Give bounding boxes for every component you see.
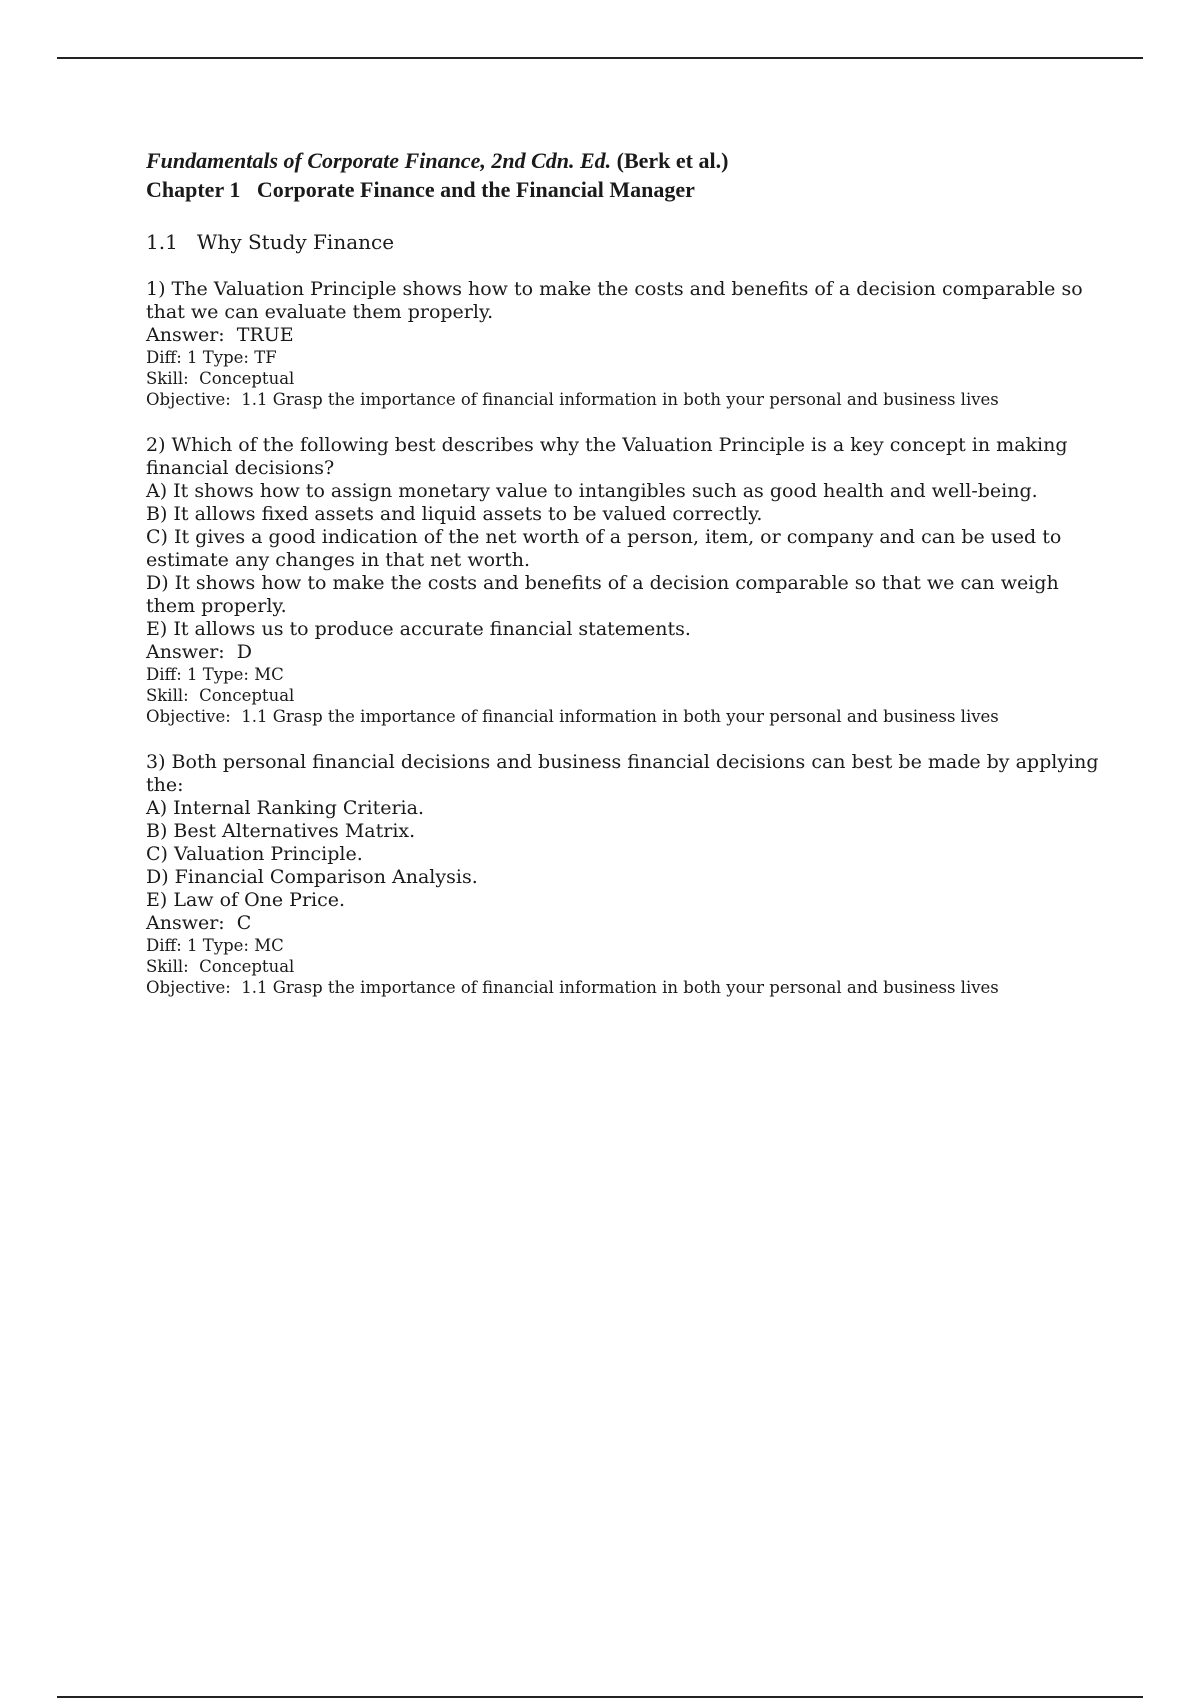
question-answer: Answer: D [146,641,253,663]
option-c: C) It gives a good indication of the net worth of a person, item, or company and can be used to estimate any changes in that net worth. [146,526,1062,571]
question-2 [146,434,1106,728]
option-d: D) Financial Comparison Analysis. [146,866,478,888]
option-c: C) Valuation Principle. [146,843,363,865]
question-skill: Skill: Conceptual [146,957,295,976]
question-3 [146,751,1106,999]
option-a: A) Internal Ranking Criteria. [146,797,424,819]
document-title [146,146,1106,175]
question-skill: Skill: Conceptual [146,369,295,388]
question-text: 3) Both personal financial decisions and business financial decisions can best be made by applying the: [146,751,1099,796]
option-b: B) It allows fixed assets and liquid assets to be valued correctly. [146,503,763,525]
book-authors: (Berk et al.) [611,148,729,173]
chapter-title: Chapter 1 Corporate Finance and the Financial Manager [146,177,695,202]
bottom-rule [57,1696,1143,1698]
question-diff: Diff: 1 Type: MC [146,665,284,684]
section-heading: 1.1 Why Study Finance [146,230,395,254]
question-text: 1) The Valuation Principle shows how to make the costs and benefits of a decision comparable so that we can evaluate them properly. [146,278,1083,323]
question-1 [146,278,1106,411]
option-a: A) It shows how to assign monetary value to intangibles such as good health and well-being. [146,480,1038,502]
top-rule [57,57,1143,59]
question-answer: Answer: TRUE [146,324,294,346]
option-b: B) Best Alternatives Matrix. [146,820,416,842]
option-e: E) It allows us to produce accurate financial statements. [146,618,691,640]
question-answer: Answer: C [146,912,252,934]
option-d: D) It shows how to make the costs and benefits of a decision comparable so that we can weigh them properly. [146,572,1059,617]
option-e: E) Law of One Price. [146,889,346,911]
question-text: 2) Which of the following best describes why the Valuation Principle is a key concept in making financial decisions? [146,434,1068,479]
document-body [146,146,1106,999]
question-diff: Diff: 1 Type: TF [146,348,277,367]
question-objective: Objective: 1.1 Grasp the importance of financial information in both your personal and business lives [146,978,999,997]
question-objective: Objective: 1.1 Grasp the importance of financial information in both your personal and business lives [146,390,999,409]
book-title: Fundamentals of Corporate Finance, 2nd Cdn. Ed. [146,148,612,173]
question-skill: Skill: Conceptual [146,686,295,705]
question-objective: Objective: 1.1 Grasp the importance of financial information in both your personal and business lives [146,707,999,726]
question-diff: Diff: 1 Type: MC [146,936,284,955]
